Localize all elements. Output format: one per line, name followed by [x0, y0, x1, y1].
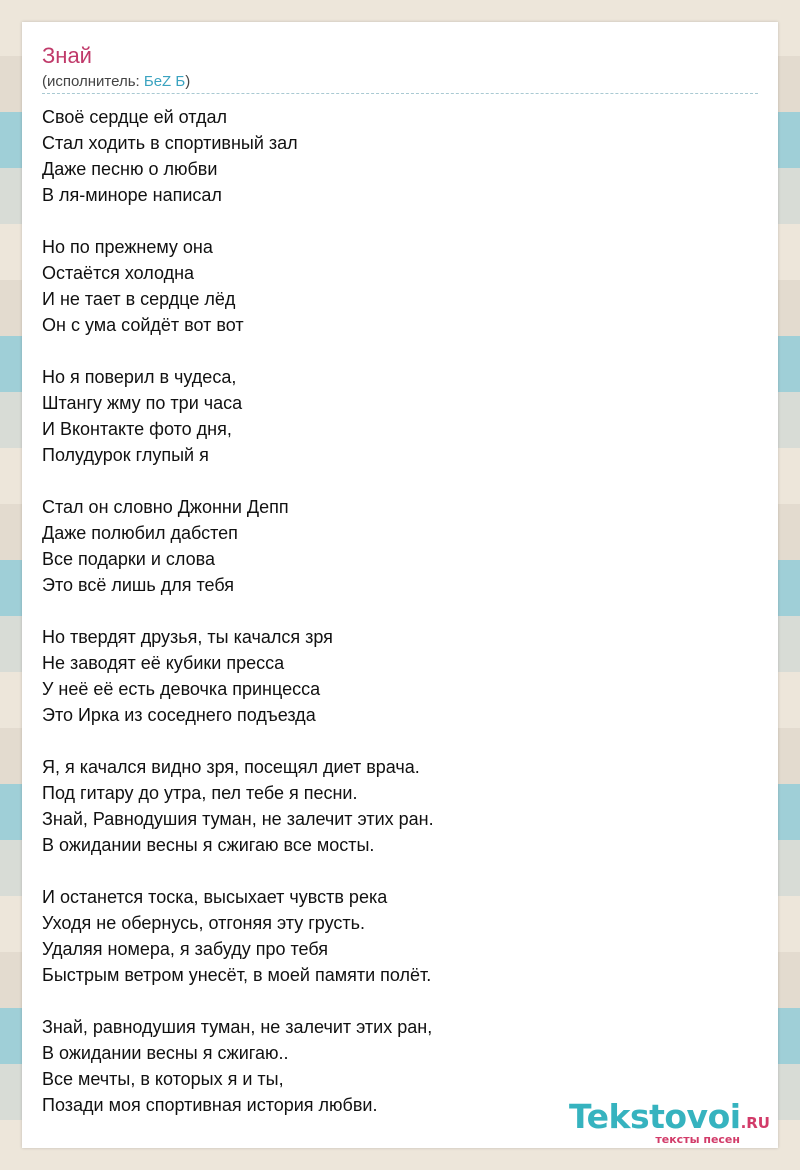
stanza-gap — [42, 988, 434, 1014]
lyric-line: Быстрым ветром унесёт, в моей памяти полёт. — [42, 965, 432, 985]
lyric-line: Уходя не обернусь, отгоняя эту грусть. — [42, 913, 366, 933]
lyric-line: Даже полюбил дабстеп — [42, 523, 238, 543]
lyric-line: Все мечты, в которых я и ты, — [42, 1069, 284, 1089]
lyric-line: И не тает в сердце лёд — [42, 289, 236, 309]
lyric-line: Даже песню о любви — [42, 159, 218, 179]
lyric-line: Позади моя спортивная история любви. — [42, 1095, 378, 1115]
lyric-line: В ожидании весны я сжигаю.. — [42, 1043, 289, 1063]
stanza-gap — [42, 338, 434, 364]
lyric-line: Я, я качался видно зря, посещял диет врача. — [42, 757, 420, 777]
artist-suffix: ) — [185, 73, 191, 90]
lyric-line: Под гитару до утра, пел тебе я песни. — [42, 783, 358, 803]
stanza-gap — [42, 468, 434, 494]
artist-line — [42, 72, 190, 92]
stanza-gap — [42, 728, 434, 754]
lyric-line: Это Ирка из соседнего подъезда — [42, 705, 316, 725]
lyric-line: Не заводят её кубики пресса — [42, 653, 285, 673]
title-divider — [42, 93, 758, 94]
lyric-line: Своё сердце ей отдал — [42, 107, 227, 127]
site-logo[interactable] — [569, 1097, 770, 1146]
lyric-line: Стал он словно Джонни Депп — [42, 497, 289, 517]
lyric-line: И останется тоска, высыхает чувств река — [42, 887, 388, 907]
lyric-line: Но твердят друзья, ты качался зря — [42, 627, 333, 647]
lyric-line: Стал ходить в спортивный зал — [42, 133, 298, 153]
lyric-line: Это всё лишь для тебя — [42, 575, 235, 595]
lyrics-card — [22, 22, 778, 1148]
stanza-gap — [42, 858, 434, 884]
artist-prefix: (исполнитель: — [42, 73, 144, 90]
lyric-line: Знай, Равнодушия туман, не залечит этих ран. — [42, 809, 434, 829]
lyric-line: Но я поверил в чудеса, — [42, 367, 237, 387]
lyric-line: В ожидании весны я сжигаю все мосты. — [42, 835, 375, 855]
lyric-line: Но по прежнему она — [42, 237, 213, 257]
logo-main-text: Tekstovoi — [569, 1097, 741, 1136]
song-title: Знай — [42, 43, 92, 68]
lyric-line: Он с ума сойдёт вот вот — [42, 315, 244, 335]
logo-subtitle: тексты песен — [655, 1133, 740, 1146]
lyric-line: Удаляя номера, я забуду про тебя — [42, 939, 329, 959]
lyric-line: И Вконтакте фото дня, — [42, 419, 232, 439]
lyric-line: Штангу жму по три часа — [42, 393, 243, 413]
lyrics-text — [42, 104, 434, 1118]
stanza-gap — [42, 208, 434, 234]
lyric-line: Остаётся холодна — [42, 263, 195, 283]
lyric-line: Все подарки и слова — [42, 549, 215, 569]
stanza-gap — [42, 598, 434, 624]
lyric-line: Знай, равнодушия туман, не залечит этих ран, — [42, 1017, 433, 1037]
lyric-line: Полудурок глупый я — [42, 445, 209, 465]
lyric-line: В ля-миноре написал — [42, 185, 222, 205]
logo-suffix-text: .RU — [740, 1114, 770, 1132]
artist-link[interactable]: БеZ Б — [143, 73, 186, 90]
lyric-line: У неё её есть девочка принцесса — [42, 679, 321, 699]
